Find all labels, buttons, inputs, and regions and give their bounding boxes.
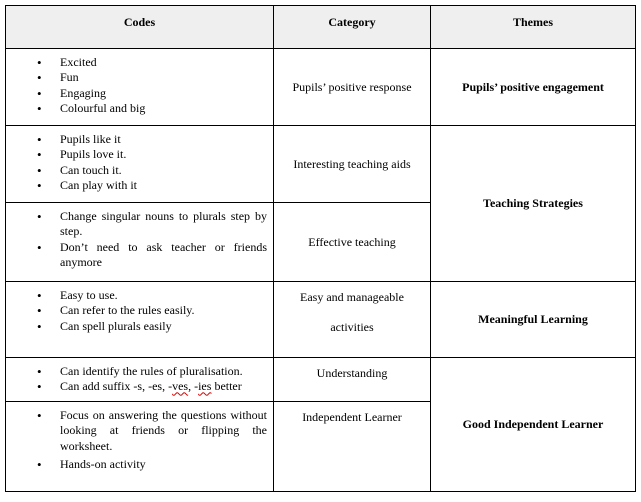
code-text: , - [188, 379, 199, 394]
table-row [6, 358, 636, 402]
category-line: Easy and manageable [300, 290, 404, 304]
code-text: Can add suffix -s, -es, - [60, 379, 173, 394]
header-row [6, 6, 636, 49]
codes-list [6, 55, 267, 116]
theme-cell: Pupils’ positive engagement [431, 49, 636, 126]
header-category: Category [274, 6, 431, 49]
code-item: • Can play with it [6, 178, 267, 193]
table-row [6, 49, 636, 126]
category-cell: Interesting teaching aids [274, 126, 431, 203]
code-item: • Can identify the rules of pluralisation. [6, 364, 267, 379]
category-cell [274, 282, 431, 358]
codes-list [6, 209, 267, 270]
code-item: • Change singular nouns to plurals step by step. [6, 209, 267, 240]
code-item: • Easy to use. [6, 288, 267, 303]
code-item: • Don’t need to ask teacher or friends anymore [6, 240, 267, 271]
theme-cell: Teaching Strategies [431, 126, 636, 282]
code-item: • Pupils love it. [6, 147, 267, 162]
codes-list [6, 364, 267, 395]
codes-cell [6, 203, 274, 282]
table-row [6, 282, 636, 358]
code-item [6, 379, 267, 394]
code-item: • Can spell plurals easily [6, 319, 267, 334]
codes-list [6, 288, 267, 334]
code-item: • Pupils like it [6, 132, 267, 147]
table-row [6, 126, 636, 203]
code-item: • Can touch it. [6, 163, 267, 178]
codes-cell [6, 282, 274, 358]
category-cell: Independent Learner [274, 402, 431, 492]
codes-cell [6, 126, 274, 203]
category-cell: Effective teaching [274, 203, 431, 282]
theme-cell: Good Independent Learner [431, 358, 636, 492]
code-item: • Focus on answering the questions without looking at friends or flipping the worksheet. [6, 408, 267, 454]
theme-cell: Meaningful Learning [431, 282, 636, 358]
code-item: • Colourful and big [6, 101, 267, 116]
codes-list [6, 132, 267, 193]
code-text: better [211, 379, 242, 394]
header-themes: Themes [431, 6, 636, 49]
category-line: activities [330, 320, 374, 334]
codes-cell [6, 358, 274, 402]
codes-cell [6, 49, 274, 126]
codes-cell [6, 402, 274, 492]
code-item: • Fun [6, 70, 267, 85]
code-item: • Can refer to the rules easily. [6, 303, 267, 318]
codes-list [6, 408, 267, 472]
category-cell: Pupils’ positive response [274, 49, 431, 126]
spelling-flag: ies [198, 379, 212, 394]
code-item: • Hands-on activity [6, 457, 267, 472]
code-item: • Excited [6, 55, 267, 70]
spelling-flag: ves [172, 379, 189, 394]
header-codes: Codes [6, 6, 274, 49]
code-item: • Engaging [6, 86, 267, 101]
category-cell: Understanding [274, 358, 431, 402]
coding-table [5, 5, 636, 492]
